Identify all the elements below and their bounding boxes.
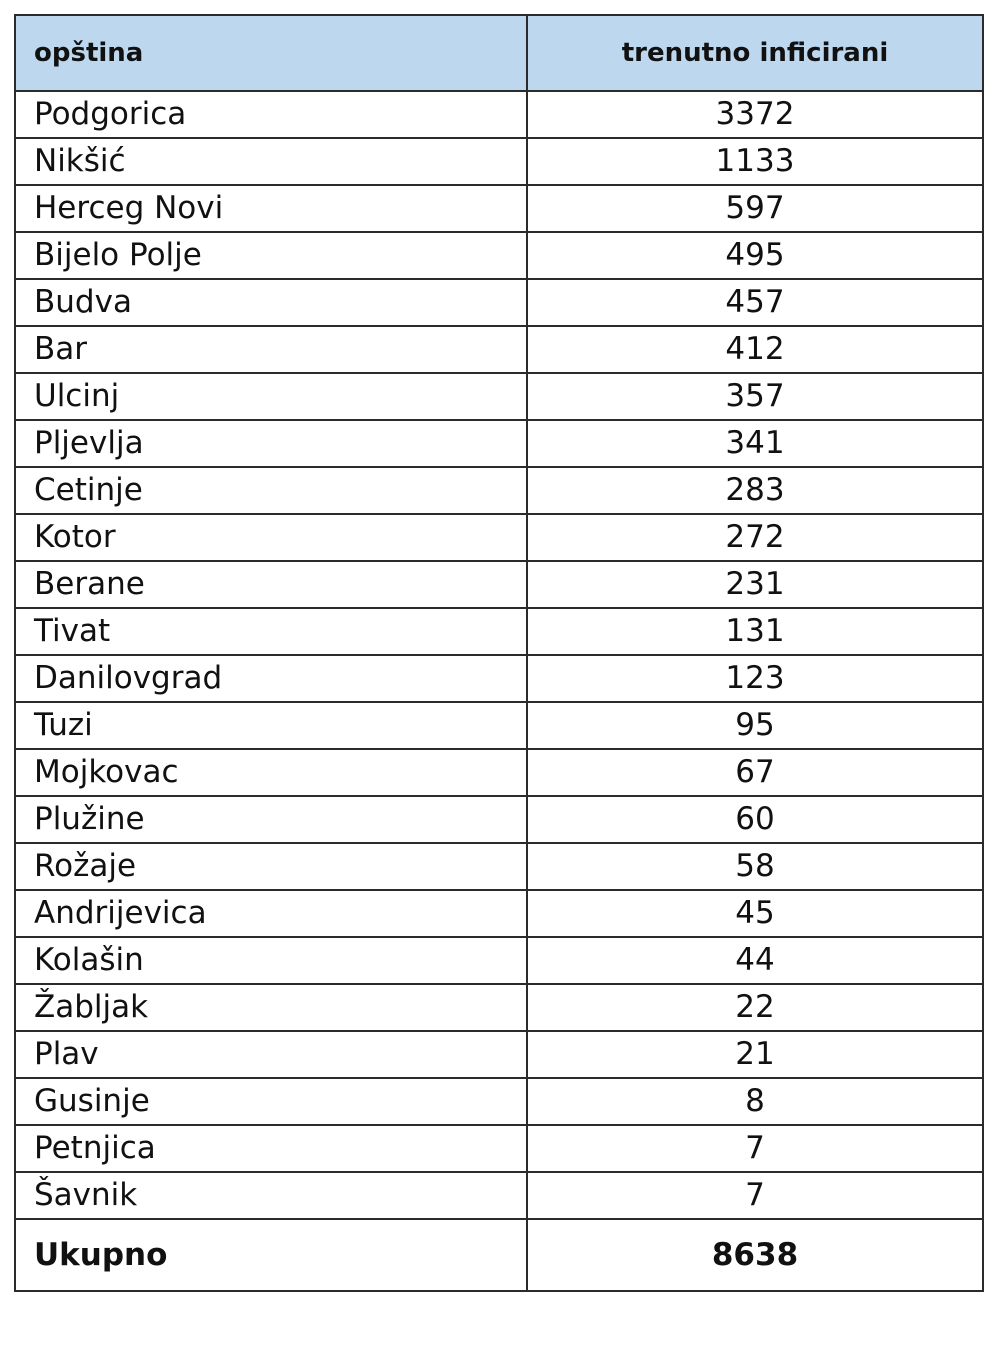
- infected-cell: 597: [527, 185, 983, 232]
- infected-cell: 272: [527, 514, 983, 561]
- table-row: [15, 937, 983, 984]
- table-row: [15, 1125, 983, 1172]
- municipality-cell: Tivat: [15, 608, 527, 655]
- table-row: [15, 279, 983, 326]
- municipality-cell: Pljevlja: [15, 420, 527, 467]
- table-row: [15, 655, 983, 702]
- table-row: [15, 749, 983, 796]
- infected-cell: 58: [527, 843, 983, 890]
- municipality-cell: Berane: [15, 561, 527, 608]
- infected-cell: 412: [527, 326, 983, 373]
- table-row: [15, 1031, 983, 1078]
- municipality-cell: Tuzi: [15, 702, 527, 749]
- infected-cell: 231: [527, 561, 983, 608]
- municipality-cell: Plav: [15, 1031, 527, 1078]
- table-row: [15, 514, 983, 561]
- municipality-cell: Podgorica: [15, 91, 527, 138]
- infected-cell: 283: [527, 467, 983, 514]
- table-row: [15, 702, 983, 749]
- municipality-cell: Petnjica: [15, 1125, 527, 1172]
- municipality-cell: Herceg Novi: [15, 185, 527, 232]
- infections-table: [14, 14, 984, 1292]
- infected-cell: 1133: [527, 138, 983, 185]
- municipality-cell: Cetinje: [15, 467, 527, 514]
- infections-table-container: [14, 14, 982, 1292]
- municipality-cell: Andrijevica: [15, 890, 527, 937]
- municipality-cell: Rožaje: [15, 843, 527, 890]
- table-row: [15, 232, 983, 279]
- infected-cell: 21: [527, 1031, 983, 1078]
- table-row: [15, 796, 983, 843]
- infected-cell: 131: [527, 608, 983, 655]
- infected-cell: 457: [527, 279, 983, 326]
- total-row: [15, 1219, 983, 1291]
- municipality-cell: Gusinje: [15, 1078, 527, 1125]
- table-row: [15, 1172, 983, 1219]
- municipality-cell: Šavnik: [15, 1172, 527, 1219]
- table-row: [15, 1078, 983, 1125]
- table-row: [15, 185, 983, 232]
- municipality-cell: Kolašin: [15, 937, 527, 984]
- table-row: [15, 984, 983, 1031]
- infected-cell: 341: [527, 420, 983, 467]
- infected-cell: 7: [527, 1125, 983, 1172]
- infected-cell: 67: [527, 749, 983, 796]
- infected-cell: 495: [527, 232, 983, 279]
- municipality-cell: Bar: [15, 326, 527, 373]
- municipality-column-header: opština: [15, 15, 527, 91]
- table-row: [15, 373, 983, 420]
- table-row: [15, 467, 983, 514]
- municipality-cell: Žabljak: [15, 984, 527, 1031]
- municipality-cell: Ulcinj: [15, 373, 527, 420]
- infected-cell: 60: [527, 796, 983, 843]
- infected-cell: 357: [527, 373, 983, 420]
- table-row: [15, 138, 983, 185]
- infected-column-header: trenutno inficirani: [527, 15, 983, 91]
- table-row: [15, 91, 983, 138]
- table-row: [15, 561, 983, 608]
- municipality-cell: Budva: [15, 279, 527, 326]
- table-row: [15, 843, 983, 890]
- infected-cell: 3372: [527, 91, 983, 138]
- table-row: [15, 608, 983, 655]
- infected-cell: 45: [527, 890, 983, 937]
- table-row: [15, 420, 983, 467]
- infected-cell: 22: [527, 984, 983, 1031]
- municipality-cell: Bijelo Polje: [15, 232, 527, 279]
- table-row: [15, 890, 983, 937]
- infected-cell: 123: [527, 655, 983, 702]
- municipality-cell: Kotor: [15, 514, 527, 561]
- infected-cell: 7: [527, 1172, 983, 1219]
- total-label: Ukupno: [15, 1219, 527, 1291]
- municipality-cell: Nikšić: [15, 138, 527, 185]
- table-header-row: [15, 15, 983, 91]
- table-row: [15, 326, 983, 373]
- municipality-cell: Mojkovac: [15, 749, 527, 796]
- infected-cell: 44: [527, 937, 983, 984]
- infected-cell: 8: [527, 1078, 983, 1125]
- municipality-cell: Danilovgrad: [15, 655, 527, 702]
- municipality-cell: Plužine: [15, 796, 527, 843]
- total-value: 8638: [527, 1219, 983, 1291]
- infected-cell: 95: [527, 702, 983, 749]
